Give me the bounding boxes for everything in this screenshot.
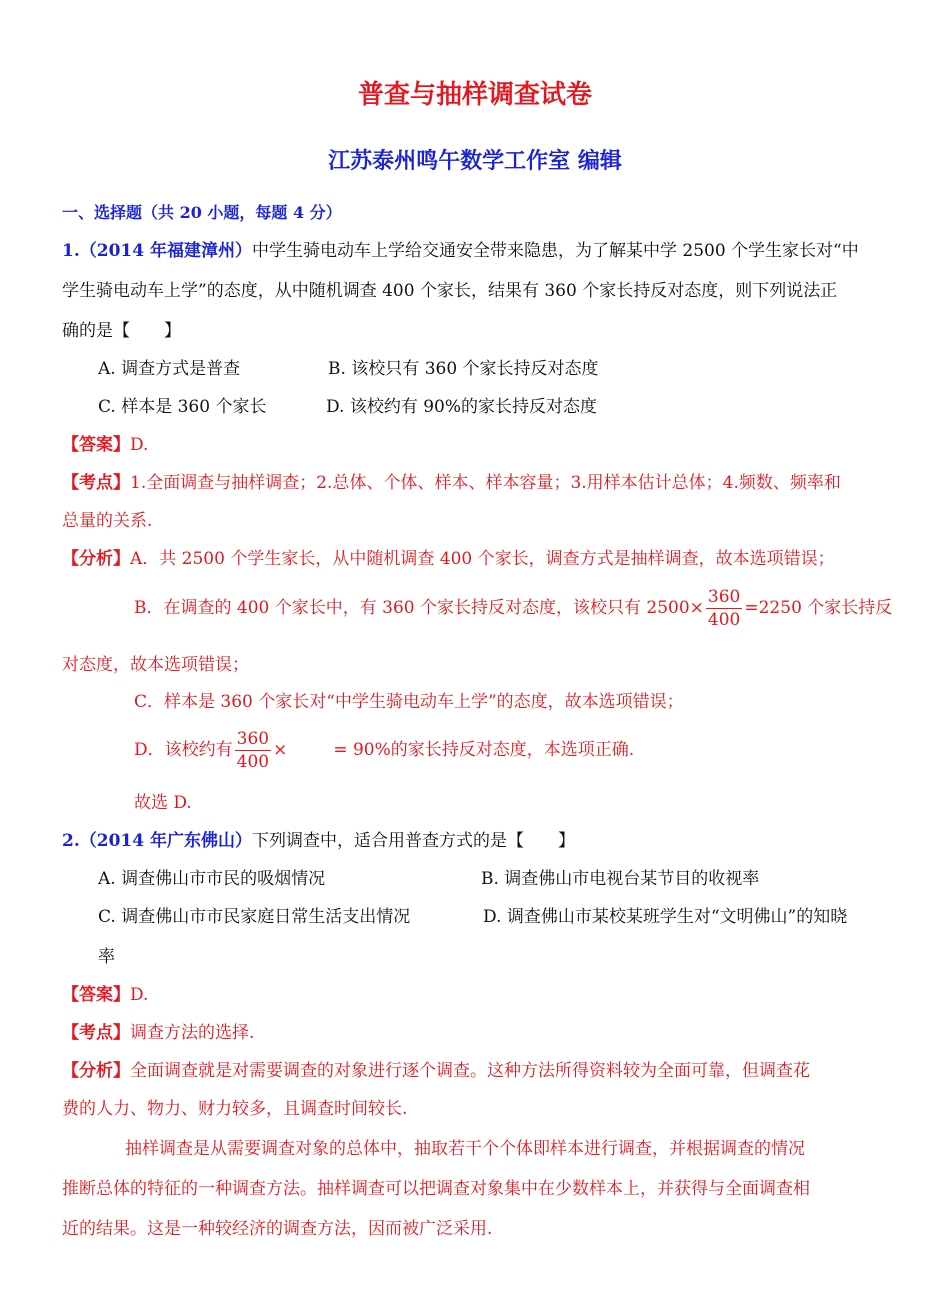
answer-label: 【答案】 — [62, 435, 130, 455]
point-text: 调查方法的选择. — [130, 1023, 255, 1043]
q1-tag: 1.（2014 年福建漳州） — [62, 241, 252, 261]
fraction-denominator: 400 — [707, 610, 741, 630]
fraction — [235, 728, 271, 773]
q2-analysis-line-1 — [62, 1060, 810, 1082]
q2-answer — [62, 984, 148, 1006]
q2-tag: 2.（2014 年广东佛山） — [62, 831, 252, 851]
answer-label: 【答案】 — [62, 985, 130, 1005]
q1-conclusion: 故选 D. — [134, 793, 192, 813]
point-label: 【考点】 — [62, 473, 130, 493]
answer-value: D. — [130, 985, 149, 1005]
q2-option-d-cont: 率 — [98, 947, 115, 967]
q2-option-b: B. 调查佛山市电视台某节目的收视率 — [481, 869, 760, 889]
q1-analysis-c: C．样本是 360 个家长对“中学生骑电动车上学”的态度，故本选项错误； — [134, 692, 684, 712]
q1-option-d: D. 该校约有 90%的家长持反对态度 — [326, 397, 598, 417]
point-label: 【考点】 — [62, 1023, 130, 1043]
q2-stem-text: 下列调查中，适合用普查方式的是【 】 — [251, 831, 575, 851]
q1-analysis-d — [134, 728, 634, 773]
q1-analysis-b — [134, 586, 892, 631]
fraction-numerator: 360 — [236, 729, 270, 749]
q1-option-b: B. 该校只有 360 个家长持反对态度 — [328, 359, 599, 379]
q1-analysis-b-cont: 对态度，故本选项错误； — [62, 655, 249, 675]
section-heading: 一、选择题（共 20 小题，每题 4 分） — [62, 203, 342, 222]
q2-option-c: C. 调查佛山市市民家庭日常生活支出情况 — [98, 907, 411, 927]
analysis-d-text: D．该校约有 — [134, 740, 233, 760]
analysis-d-result: = 90%的家长持反对态度，本选项正确. — [333, 740, 635, 760]
q1-stem-line-1 — [62, 240, 859, 262]
q1-option-c: C. 样本是 360 个家长 — [98, 397, 267, 417]
q2-analysis-line-3: 抽样调查是从需要调查对象的总体中，抽取若干个个体即样本进行调查，并根据调查的情况 — [125, 1139, 805, 1159]
q1-stem-line-3: 确的是【 】 — [62, 321, 181, 341]
analysis-text: A．共 2500 个学生家长，从中随机调查 400 个家长，调查方式是抽样调查，故本选项错误； — [130, 549, 835, 569]
q2-option-d: D. 调查佛山市某校某班学生对“文明佛山”的知晓 — [483, 907, 848, 927]
analysis-label: 【分析】 — [62, 1061, 130, 1081]
q2-analysis-line-4: 推断总体的特征的一种调查方法。抽样调查可以把调查对象集中在少数样本上，并获得与全面调查相 — [62, 1179, 810, 1199]
q2-analysis-line-2: 费的人力、物力、财力较多，且调查时间较长. — [62, 1099, 408, 1119]
fraction-denominator: 400 — [236, 752, 270, 772]
analysis-b-text: B．在调查的 400 个家长中，有 360 个家长持反对态度，该校只有 2500× — [134, 598, 704, 618]
q2-point — [62, 1022, 254, 1044]
q1-stem-text: 中学生骑电动车上学给交通安全带来隐患，为了解某中学 2500 个学生家长对“中 — [251, 241, 859, 261]
q2-stem — [62, 830, 575, 852]
q1-analysis-a — [62, 548, 835, 570]
fraction — [706, 586, 742, 631]
point-text: 1.全面调查与抽样调查；2.总体、个体、样本、样本容量；3.用样本估计总体；4.频数、频率和 — [130, 473, 841, 493]
q2-analysis-line-5: 近的结果。这是一种较经济的调查方法，因而被广泛采用. — [62, 1219, 493, 1239]
times-sign: × — [273, 740, 288, 760]
fraction-numerator: 360 — [707, 587, 741, 607]
q1-point-line-2: 总量的关系. — [62, 511, 153, 531]
q1-answer — [62, 434, 148, 456]
q1-stem-line-2: 学生骑电动车上学”的态度，从中随机调查 400 个家长，结果有 360 个家长持反对态度，则下列说法正 — [62, 281, 838, 301]
q2-option-a: A. 调查佛山市市民的吸烟情况 — [98, 869, 326, 889]
q1-point-line-1 — [62, 472, 841, 494]
analysis-b-result: =2250 个家长持反 — [744, 598, 893, 618]
analysis-label: 【分析】 — [62, 549, 130, 569]
analysis-text: 全面调查就是对需要调查的对象进行逐个调查。这种方法所得资料较为全面可靠，但调查花 — [130, 1061, 810, 1081]
document-subtitle: 江苏泰州鸣午数学工作室 编辑 — [328, 148, 622, 174]
q1-option-a: A. 调查方式是普查 — [98, 359, 241, 379]
answer-value: D. — [130, 435, 149, 455]
document-title: 普查与抽样调查试卷 — [357, 80, 592, 110]
